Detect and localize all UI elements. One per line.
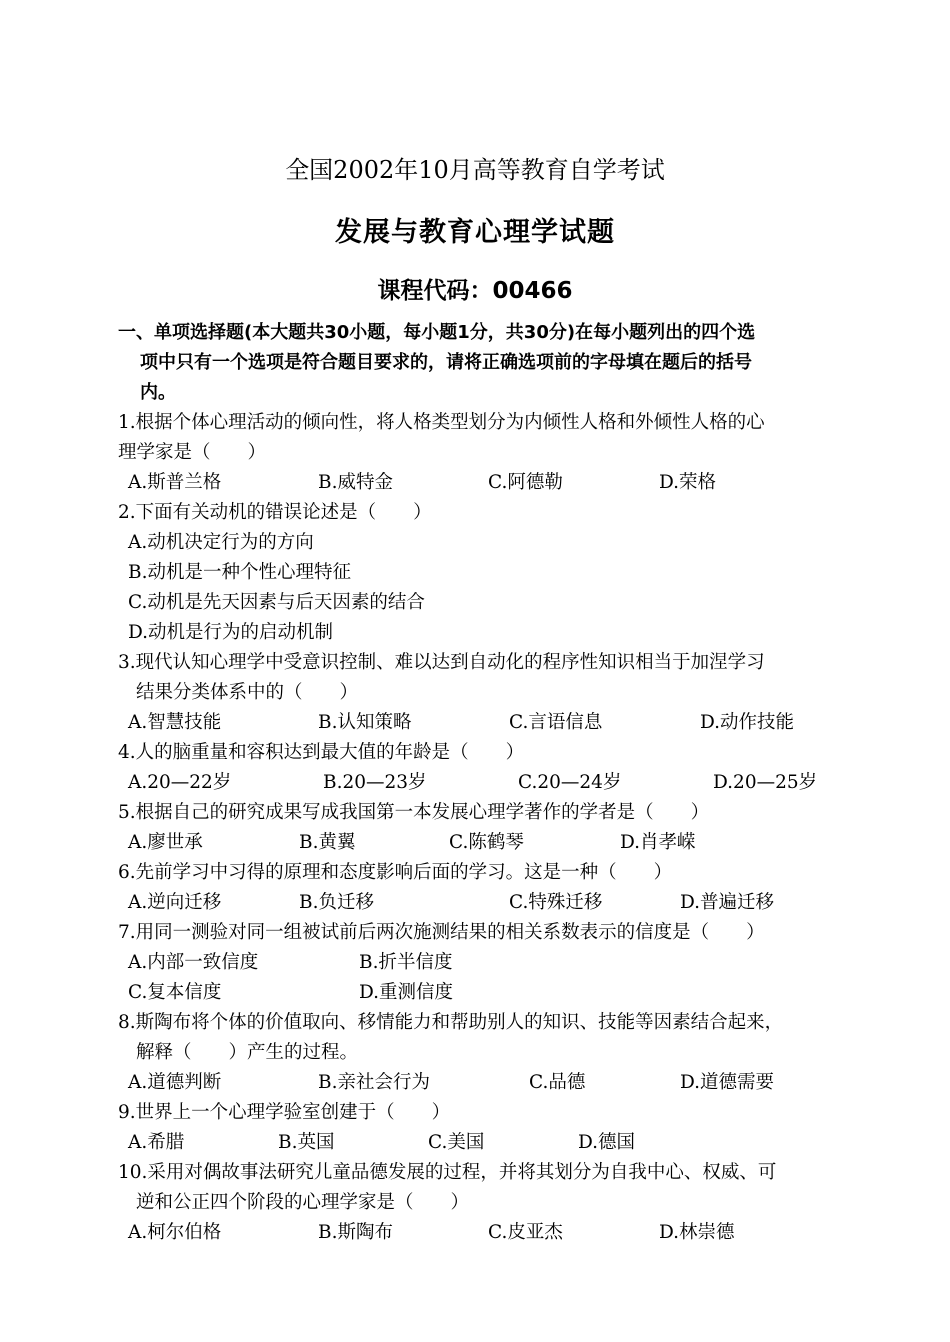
option-b: B.亲社会行为: [318, 1072, 430, 1093]
option-d: D.德国: [578, 1132, 636, 1153]
option-c: C.特殊迁移: [509, 892, 603, 913]
option-c: C.复本信度: [128, 982, 222, 1003]
option-d: D.重测信度: [359, 982, 454, 1003]
option-b: B.20—23岁: [323, 772, 427, 793]
option-b: B.英国: [278, 1132, 335, 1153]
subject-title: 发展与教育心理学试题: [335, 217, 615, 248]
question-8-stem: 8.斯陶布将个体的价值取向、移情能力和帮助别人的知识、技能等因素结合起来，: [118, 1012, 784, 1033]
section-instructions: [118, 318, 848, 408]
option-a: A.廖世承: [128, 832, 203, 853]
option-c: C.言语信息: [509, 712, 603, 733]
option-b: B.负迁移: [299, 892, 374, 913]
option-c: C.美国: [428, 1132, 485, 1153]
question-10-options: [118, 1218, 858, 1248]
option-b: B.威特金: [318, 472, 393, 493]
option-a: A.柯尔伯格: [128, 1222, 222, 1243]
option-a: A.动机决定行为的方向: [128, 532, 314, 553]
question-1-stem: 1.根据个体心理活动的倾向性，将人格类型划分为内倾性人格和外倾性人格的心: [118, 412, 765, 433]
option-c: C.皮亚杰: [488, 1222, 563, 1243]
option-d: D.荣格: [659, 472, 717, 493]
option-c: C.品德: [529, 1072, 586, 1093]
option-a: A.斯普兰格: [128, 472, 222, 493]
question-3-stem-cont: 结果分类体系中的（ ）: [136, 682, 359, 703]
section-line: 项中只有一个选项是符合题目要求的，请将正确选项前的字母填在题后的括号: [140, 352, 752, 373]
option-a: A.道德判断: [128, 1072, 222, 1093]
question-3-options: [118, 708, 858, 738]
question-8-options: [118, 1068, 858, 1098]
question-6-options: [118, 888, 858, 918]
option-b: B.认知策略: [318, 712, 412, 733]
question-9-options: [118, 1128, 858, 1158]
question-1-stem-cont: 理学家是（ ）: [118, 442, 267, 463]
option-a: A.20—22岁: [128, 772, 232, 793]
option-c: C.陈鹤琴: [449, 832, 524, 853]
question-4-stem: 4.人的脑重量和容积达到最大值的年龄是（ ）: [118, 742, 525, 763]
question-5-options: [118, 828, 858, 858]
option-a: A.内部一致信度: [128, 952, 259, 973]
question-10-stem-cont: 逆和公正四个阶段的心理学家是（ ）: [136, 1192, 470, 1213]
course-code: 课程代码：00466: [377, 278, 573, 304]
question-4-options: [118, 768, 858, 798]
option-a: A.智慧技能: [128, 712, 222, 733]
question-list: [118, 408, 858, 1248]
option-a: A.逆向迁移: [128, 892, 222, 913]
option-d: D.林崇德: [659, 1222, 735, 1243]
option-d: D.道德需要: [680, 1072, 775, 1093]
option-c: C.动机是先天因素与后天因素的结合: [128, 592, 425, 613]
option-d: D.动机是行为的启动机制: [128, 622, 334, 643]
question-10-stem: 10.采用对偶故事法研究儿童品德发展的过程，并将其划分为自我中心、权威、可: [118, 1162, 777, 1183]
option-a: A.希腊: [128, 1132, 185, 1153]
exam-title: 全国2002年10月高等教育自学考试: [285, 156, 665, 184]
option-d: D.普遍迁移: [680, 892, 775, 913]
option-b: B.动机是一种个性心理特征: [128, 562, 351, 583]
option-d: D.肖孝嵘: [620, 832, 696, 853]
option-c: C.20—24岁: [518, 772, 622, 793]
question-7-options-row1: [118, 948, 858, 978]
question-7-options-row2: [118, 978, 858, 1008]
question-5-stem: 5.根据自己的研究成果写成我国第一本发展心理学著作的学者是（ ）: [118, 802, 710, 823]
section-line: 内。: [140, 382, 176, 403]
question-1-options: [118, 468, 858, 498]
option-b: B.黄翼: [299, 832, 356, 853]
option-b: B.斯陶布: [318, 1222, 393, 1243]
option-b: B.折半信度: [359, 952, 453, 973]
question-7-stem: 7.用同一测验对同一组被试前后两次施测结果的相关系数表示的信度是（ ）: [118, 922, 765, 943]
option-d: D.动作技能: [700, 712, 795, 733]
question-8-stem-cont: 解释（ ）产生的过程。: [136, 1042, 359, 1063]
section-line: 一、单项选择题(本大题共30小题，每小题1分，共30分)在每小题列出的四个选: [118, 322, 756, 343]
question-2-stem: 2.下面有关动机的错误论述是（ ）: [118, 502, 432, 523]
question-9-stem: 9.世界上一个心理学验室创建于（ ）: [118, 1102, 451, 1123]
option-d: D.20—25岁: [713, 772, 818, 793]
question-3-stem: 3.现代认知心理学中受意识控制、难以达到自动化的程序性知识相当于加涅学习: [118, 652, 765, 673]
option-c: C.阿德勒: [488, 472, 563, 493]
question-6-stem: 6.先前学习中习得的原理和态度影响后面的学习。这是一种（ ）: [118, 862, 673, 883]
